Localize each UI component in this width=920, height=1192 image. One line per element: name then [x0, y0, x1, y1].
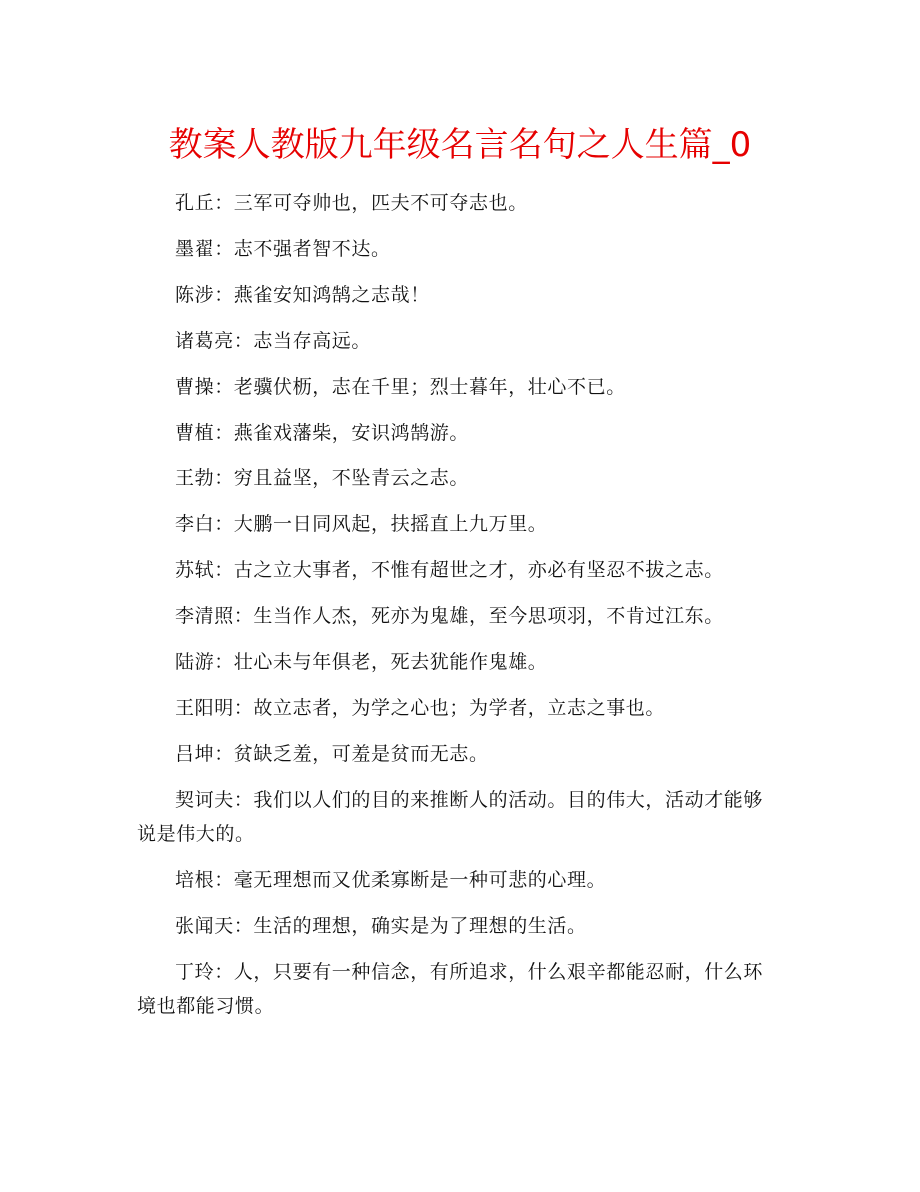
- quote-paragraph: 陆游：壮心未与年俱老，死去犹能作鬼雄。: [175, 651, 548, 674]
- quote-paragraph: 孔丘：三军可夺帅也，匹夫不可夺志也。: [175, 192, 528, 214]
- quote-paragraph: 诸葛亮：志当存高远。: [175, 329, 372, 352]
- quote-paragraph: 李清照：生当作人杰，死亦为鬼雄，至今思项羽，不肯过江东。: [175, 605, 724, 628]
- quote-list: [137, 186, 777, 1035]
- quote-paragraph: 王勃：穷且益坚，不坠青云之志。: [175, 467, 470, 490]
- quote-paragraph: 王阳明：故立志者，为学之心也；为学者，立志之事也。: [175, 696, 666, 719]
- quote-paragraph: 陈涉：燕雀安知鸿鹄之志哉！: [175, 283, 430, 306]
- quote-paragraph: 张闻天：生活的理想，确实是为了理想的生活。: [175, 915, 587, 937]
- quote-paragraph: 苏轼：古之立大事者，不惟有超世之才，亦必有坚忍不拔之志。: [175, 559, 724, 582]
- quote-paragraph: 李白：大鹏一日同风起，扶摇直上九万里。: [175, 513, 548, 536]
- quote-paragraph: 墨翟：志不强者智不达。: [175, 237, 391, 260]
- quote-paragraph: 契诃夫：我们以人们的目的来推断人的活动。目的伟大，活动才能够说是伟大的。: [137, 788, 764, 846]
- quote-paragraph: 曹植：燕雀戏藩柴，安识鸿鹄游。: [175, 421, 470, 444]
- page-title: 教案人教版九年级名言名句之人生篇_0: [168, 125, 752, 165]
- quote-paragraph: 曹操：老骥伏枥，志在千里；烈士暮年，壮心不已。: [175, 375, 626, 398]
- quote-paragraph: 丁玲：人，只要有一种信念，有所追求，什么艰辛都能忍耐，什么环境也都能习惯。: [137, 960, 764, 1018]
- quote-paragraph: 培根：毫无理想而又优柔寡断是一种可悲的心理。: [175, 869, 607, 892]
- quote-paragraph: 吕坤：贫缺乏羞，可羞是贫而无志。: [175, 742, 489, 765]
